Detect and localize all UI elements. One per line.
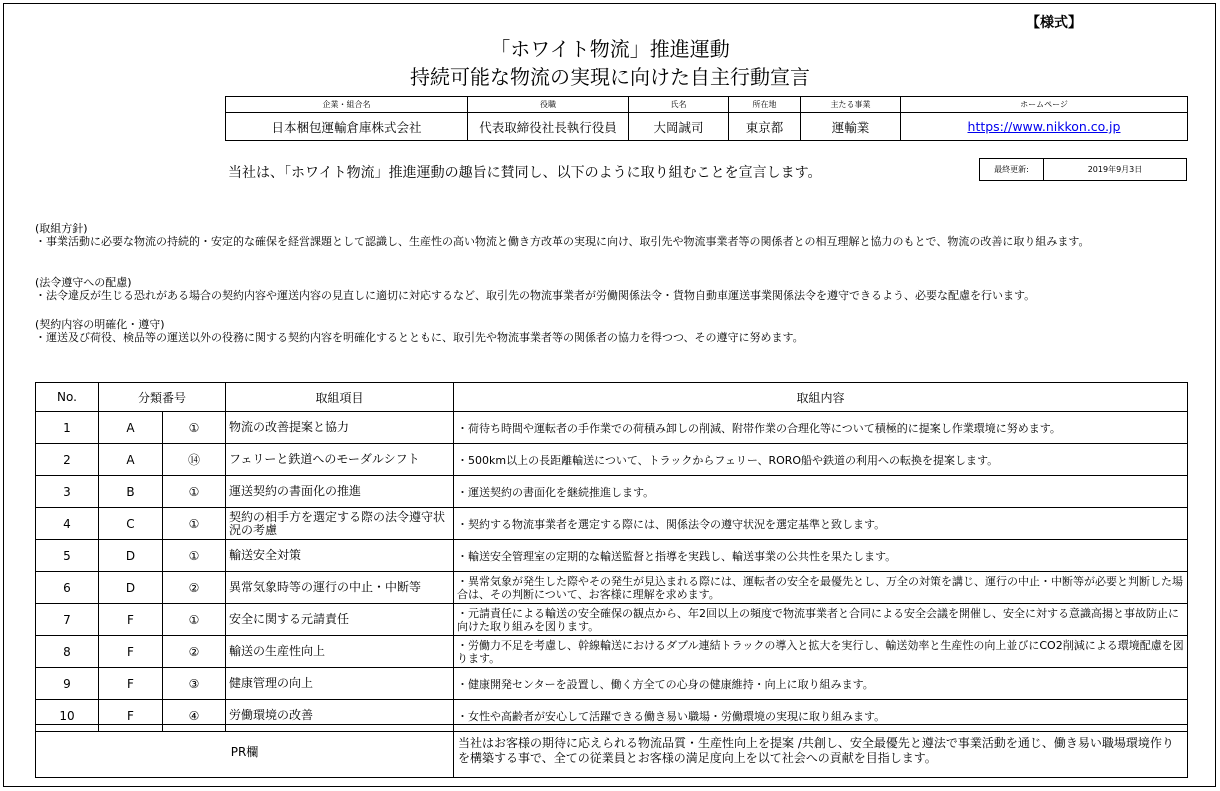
row-item: 運送契約の書面化の推進 — [226, 476, 454, 508]
table-row — [36, 476, 1188, 508]
row-number: ② — [163, 572, 226, 604]
form-label: 【様式】 — [1026, 15, 1082, 31]
policy-body: ・法令違反が生じる恐れがある場合の契約内容や運送内容の見直しに適切に対応するなど、取引先の物流事業者が労働関係法令・貨物自動車運送事業関係法令を遵守できるよう、必要な配慮を行います。 — [35, 289, 1036, 302]
table-row — [36, 604, 1188, 636]
company-name: 日本梱包運輸倉庫株式会社 — [226, 113, 468, 141]
row-content: ・元請責任による輸送の安全確保の観点から、年2回以上の頻度で物流事業者と合同による安全会議を開催し、安全に対する意識高揚と事故防止に向けた取り組みを図ります。 — [454, 604, 1188, 636]
row-no: 10 — [36, 700, 99, 732]
policy-body: ・事業活動に必要な物流の持続的・安定的な確保を経営課題として認識し、生産性の高い物流と働き方改革の実現に向け、取引先や物流事業者等の関係者との相互理解と協力のもとで、物流の改善に取り組みます。 — [35, 235, 1090, 248]
policy-heading: (取組方針) — [35, 222, 88, 235]
row-item: フェリーと鉄道へのモーダルシフト — [226, 444, 454, 476]
last-updated-label: 最終更新: — [980, 159, 1044, 180]
row-no: 9 — [36, 668, 99, 700]
row-item: 異常気象時等の運行の中止・中断等 — [226, 572, 454, 604]
last-updated-value: 2019年9月3日 — [1087, 165, 1143, 174]
row-item: 安全に関する元請責任 — [226, 604, 454, 636]
row-number: ⑭ — [163, 444, 226, 476]
row-item: 輸送安全対策 — [226, 540, 454, 572]
row-no: 2 — [36, 444, 99, 476]
row-category: F — [99, 700, 163, 732]
row-content: ・運送契約の書面化を継続推進します。 — [454, 476, 1188, 508]
business: 運輸業 — [801, 113, 901, 141]
table-row — [36, 540, 1188, 572]
table-row — [36, 444, 1188, 476]
row-number: ④ — [163, 700, 226, 732]
row-item: 輸送の生産性向上 — [226, 636, 454, 668]
category-header: 分類番号 — [99, 383, 226, 412]
row-item: 健康管理の向上 — [226, 668, 454, 700]
company-name-header: 企業・組合名 — [226, 97, 468, 113]
row-content: ・500km以上の長距離輸送について、トラックからフェリー、RORO船や鉄道の利用への転換を提案します。 — [454, 444, 1188, 476]
row-number: ① — [163, 476, 226, 508]
row-content: ・輸送安全管理室の定期的な輸送監督と指導を実践し、輸送事業の公共性を果たします。 — [454, 540, 1188, 572]
last-updated-box — [979, 158, 1187, 181]
homepage-link[interactable]: https://www.nikkon.co.jp — [967, 119, 1121, 134]
row-no: 1 — [36, 412, 99, 444]
row-number: ① — [163, 540, 226, 572]
table-row — [36, 668, 1188, 700]
row-content: ・異常気象が発生した際やその発生が見込まれる際には、運転者の安全を最優先とし、万全の対策を講じ、運行の中止・中断等が必要と判断した場合は、その判断について、お客様に理解を求めます。 — [454, 572, 1188, 604]
pr-table — [35, 724, 1188, 778]
row-no: 5 — [36, 540, 99, 572]
row-number: ② — [163, 636, 226, 668]
pr-label: PR欄 — [36, 725, 454, 778]
business-header: 主たる事業 — [801, 97, 901, 113]
table-row — [36, 636, 1188, 668]
row-category: C — [99, 508, 163, 540]
policy-heading: (契約内容の明確化・遵守) — [35, 318, 165, 331]
title-line2: 持続可能な物流の実現に向けた自主行動宣言 — [410, 65, 810, 89]
row-content: ・荷待ち時間や運転者の手作業での荷積み卸しの削減、附帯作業の合理化等について積極的に提案し作業環境に努めます。 — [454, 412, 1188, 444]
name-header: 氏名 — [629, 97, 729, 113]
row-number: ③ — [163, 668, 226, 700]
table-row — [36, 508, 1188, 540]
row-category: A — [99, 444, 163, 476]
position: 代表取締役社長執行役員 — [468, 113, 629, 141]
person-name: 大岡誠司 — [629, 113, 729, 141]
homepage-cell — [901, 113, 1188, 141]
policy-heading: (法令遵守への配慮) — [35, 276, 132, 289]
pr-text: 当社はお客様の期待に応えられる物流品質・生産性向上を提案 /共創し、安全最優先と遵法で事業活動を通じ、働き易い職場環境作りを構築する事で、全ての従業員とお客様の満足度向上を以て社会への貢献を目指します。 — [454, 725, 1188, 778]
row-no: 6 — [36, 572, 99, 604]
row-category: F — [99, 636, 163, 668]
row-category: A — [99, 412, 163, 444]
row-item: 労働環境の改善 — [226, 700, 454, 732]
row-content: ・女性や高齢者が安心して活躍できる働き易い職場・労働環境の実現に取り組みます。 — [454, 700, 1188, 732]
row-number: ① — [163, 604, 226, 636]
row-number: ① — [163, 508, 226, 540]
table-row — [36, 412, 1188, 444]
initiatives-table — [35, 382, 1188, 732]
title-line1: 「ホワイト物流」推進運動 — [490, 37, 730, 61]
company-info-table — [225, 96, 1188, 141]
row-item: 契約の相手方を選定する際の法令遵守状況の考慮 — [226, 508, 454, 540]
row-no: 3 — [36, 476, 99, 508]
row-category: D — [99, 572, 163, 604]
row-no: 4 — [36, 508, 99, 540]
position-header: 役職 — [468, 97, 629, 113]
declaration-text: 当社は、「ホワイト物流」推進運動の趣旨に賛同し、以下のように取り組むことを宣言します。 — [228, 165, 822, 181]
location-header: 所在地 — [729, 97, 801, 113]
row-category: F — [99, 604, 163, 636]
row-category: D — [99, 540, 163, 572]
no-header: No. — [36, 383, 99, 412]
row-item: 物流の改善提案と協力 — [226, 412, 454, 444]
row-content: ・契約する物流事業者を選定する際には、関係法令の遵守状況を選定基準と致します。 — [454, 508, 1188, 540]
row-no: 8 — [36, 636, 99, 668]
row-no: 7 — [36, 604, 99, 636]
row-content: ・健康開発センターを設置し、働く方全ての心身の健康維持・向上に取り組みます。 — [454, 668, 1188, 700]
row-category: F — [99, 668, 163, 700]
table-row — [36, 572, 1188, 604]
content-header: 取組内容 — [454, 383, 1188, 412]
row-category: B — [99, 476, 163, 508]
item-header: 取組項目 — [226, 383, 454, 412]
policy-body: ・運送及び荷役、検品等の運送以外の役務に関する契約内容を明確化するとともに、取引先や物流事業者等の関係者の協力を得つつ、その遵守に努めます。 — [35, 331, 804, 344]
location: 東京都 — [729, 113, 801, 141]
homepage-header: ホームページ — [901, 97, 1188, 113]
row-number: ① — [163, 412, 226, 444]
row-content: ・労働力不足を考慮し、幹線輸送におけるダブル連結トラックの導入と拡大を実行し、輸送効率と生産性の向上並びにCO2削減による環境配慮を図ります。 — [454, 636, 1188, 668]
